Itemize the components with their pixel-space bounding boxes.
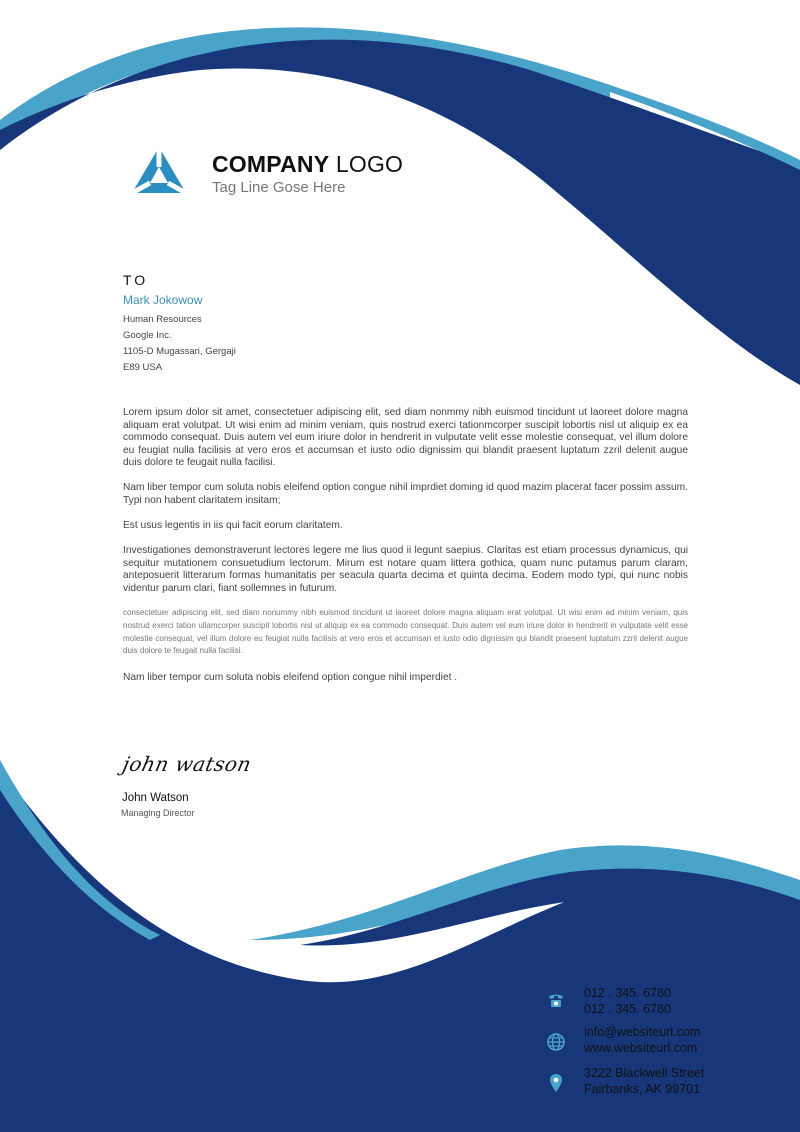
phone-number: 012 . 345. 6780 [584, 1002, 671, 1016]
recipient-address-line: E89 USA [123, 362, 163, 373]
phone-numbers [584, 985, 671, 1017]
body-paragraph: Investigationes demonstraverunt lectores legere me lius quod ii legunt saepius. Claritas est etiam processus dynamicus, qui sequitur mutationem consuetudium lectorum. Mirum est notare quam littera gothica, quam nunc putamus parum claram, anteposuerit litterarum formas humanitatis per seacula quarta decima et quinta decima. Eodem modo typi, qui nunc nobis videntur parum clari, fiant sollemnes in futurum. [123, 545, 688, 594]
signature-handwritten: john watson [120, 752, 254, 776]
body-paragraph: Nam liber tempor cum soluta nobis eleifend option congue nihil imprdiet doming id quod mazim placerat facer possim assum. Typi non habent claritatem insitam; [123, 482, 688, 506]
body-paragraph-small: consectetuer adipiscing elit, sed diam nonummy nibh euismod tincidunt ut laoreet dolore magna aliquam erat volutpat. Ut wisi enim ad minim veniam, quis nostrud exerci tation ullamcorper suscipit lobortis nisl ut aliquip ex ea commodo consequat. Duis autem vel eum iriure dolor in hendrerit in vulputate velit esse molestie consequat, vel illum dolore eu feugiat nulla facilisis at vero eros et accumsan et iusto odio dignissim qui blandit praesent luptatum zzril delenit augue duis dolore te feugait nulla facilisi. [123, 608, 688, 656]
website-url[interactable]: www.websiteurl.com [584, 1041, 698, 1055]
phone-icon [546, 990, 566, 1010]
location-pin-icon [546, 1073, 566, 1093]
body-paragraph: Lorem ipsum dolor sit amet, consectetuer adipiscing elit, sed diam nonmmy nibh euismod tincidunt ut laoreet dolore magna aliquam erat volutpat. Ut wisi enim ad minim veniam, quis nostrud exerci tationmcorper suscipit lobortis nisl ut aliquip ex ea commodo consequat. Duis autem vel eum iriure dolor in hendrerit in vulputate velit esse molestie consequat, vel illum dolore eu feugiat nulla facilisis at vero eros et accumsan et iusto odio dignissim qui blandit praesent luptatum zzril delenit augue duis dolore te feugait nulla facilisi. [123, 407, 688, 469]
postal-address [584, 1065, 704, 1097]
phone-number: 012 . 345. 6780 [584, 986, 671, 1000]
signer-name: John Watson [122, 792, 189, 804]
company-name-bold: COMPANY [212, 151, 330, 177]
company-logo-icon [130, 145, 188, 197]
web-contacts [584, 1024, 700, 1056]
recipient-heading: TO [123, 272, 149, 288]
recipient-address-line: Google Inc. [123, 330, 172, 341]
recipient-name: Mark Jokowow [123, 293, 203, 307]
street-address: 3222 Blackwell Street [584, 1066, 705, 1080]
signer-title: Managing Director [121, 808, 195, 818]
company-name [212, 151, 403, 178]
body-paragraph: Est usus legentis in iis qui facit eorum claritatem. [123, 520, 343, 531]
city-address: Fairbanks, AK 99701 [584, 1082, 701, 1096]
globe-icon [546, 1032, 566, 1052]
email-address[interactable]: info@websiteurl.com [584, 1025, 701, 1039]
company-tagline: Tag Line Gose Here [212, 179, 346, 196]
body-paragraph: Nam liber tempor cum soluta nobis eleifend option congue nihil imperdiet . [123, 672, 458, 683]
recipient-address-line: 1105-D Mugassari, Gergaji [123, 346, 236, 357]
recipient-address-line: Human Resources [123, 314, 202, 325]
company-name-thin: LOGO [335, 151, 404, 177]
